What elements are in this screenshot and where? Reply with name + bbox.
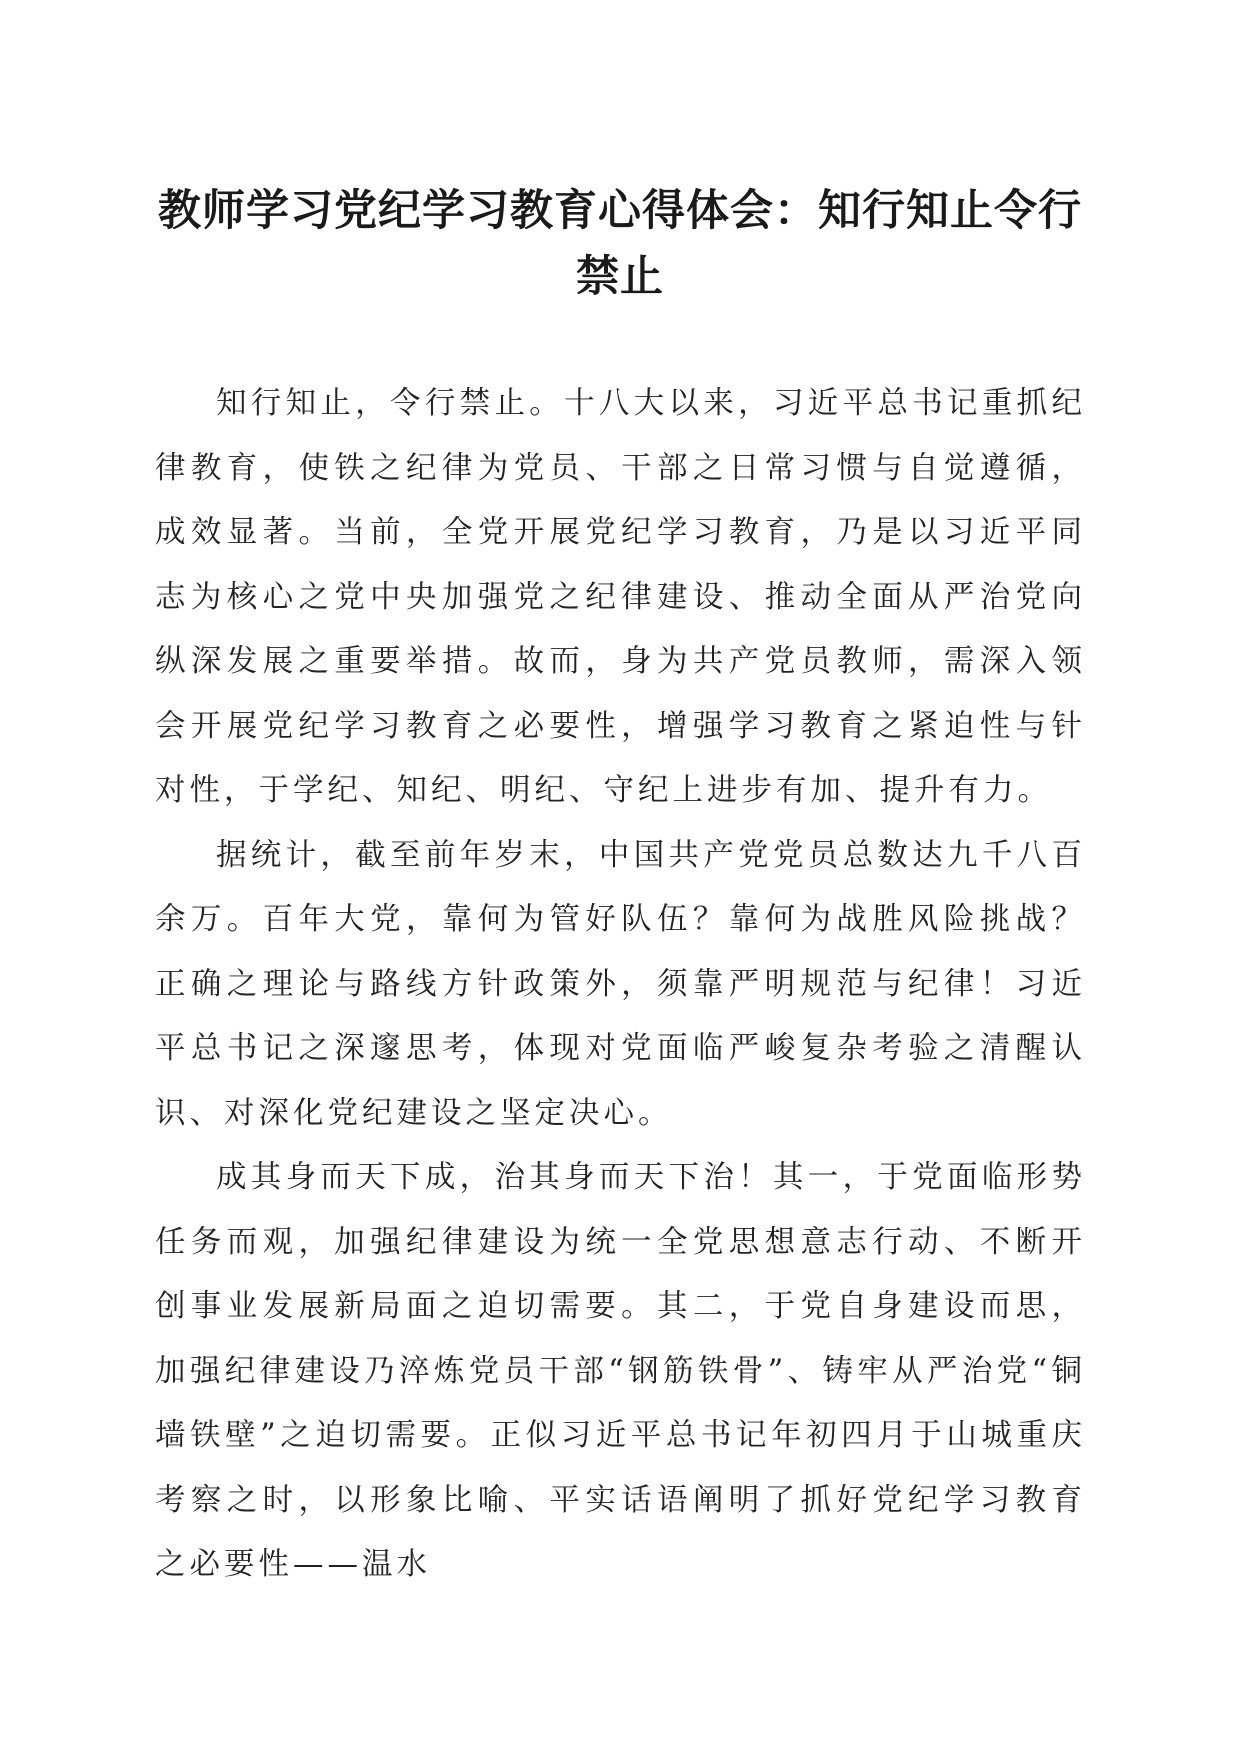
paragraph-2: 据统计，截至前年岁末，中国共产党党员总数达九千八百余万。百年大党，靠何为管好队伍？靠何为战胜风险挑战？正确之理论与路线方针政策外，须靠严明规范与纪律！习近平总书记之深邃思考，体现对党面临严峻复杂考验之清醒认识、对深化党纪建设之坚定决心。 bbox=[155, 837, 1086, 1131]
document-body bbox=[155, 372, 1086, 1598]
paragraph-3: 成其身而天下成，治其身而天下治！其一，于党面临形势任务而观，加强纪律建设为统一全党思想意志行动、不断开创事业发展新局面之迫切需要。其二，于党自身建设而思，加强纪律建设乃淬炼党员干部“钢筋铁骨”、铸牢从严治党“铜墙铁壁”之迫切需要。正似习近平总书记年初四月于山城重庆考察之时，以形象比喻、平实话语阐明了抓好党纪学习教育之必要性——温水 bbox=[155, 1160, 1086, 1582]
paragraph-1: 知行知止，令行禁止。十八大以来，习近平总书记重抓纪律教育，使铁之纪律为党员、干部之日常习惯与自觉遵循，成效显著。当前，全党开展党纪学习教育，乃是以习近平同志为核心之党中央加强党之纪律建设、推动全面从严治党向纵深发展之重要举措。故而，身为共产党员教师，需深入领会开展党纪学习教育之必要性，增强学习教育之紧迫性与针对性，于学纪、知纪、明纪、守纪上进步有加、提升有力。 bbox=[155, 386, 1086, 808]
document-title: 教师学习党纪学习教育心得体会：知行知止令行禁止 bbox=[158, 186, 1082, 302]
